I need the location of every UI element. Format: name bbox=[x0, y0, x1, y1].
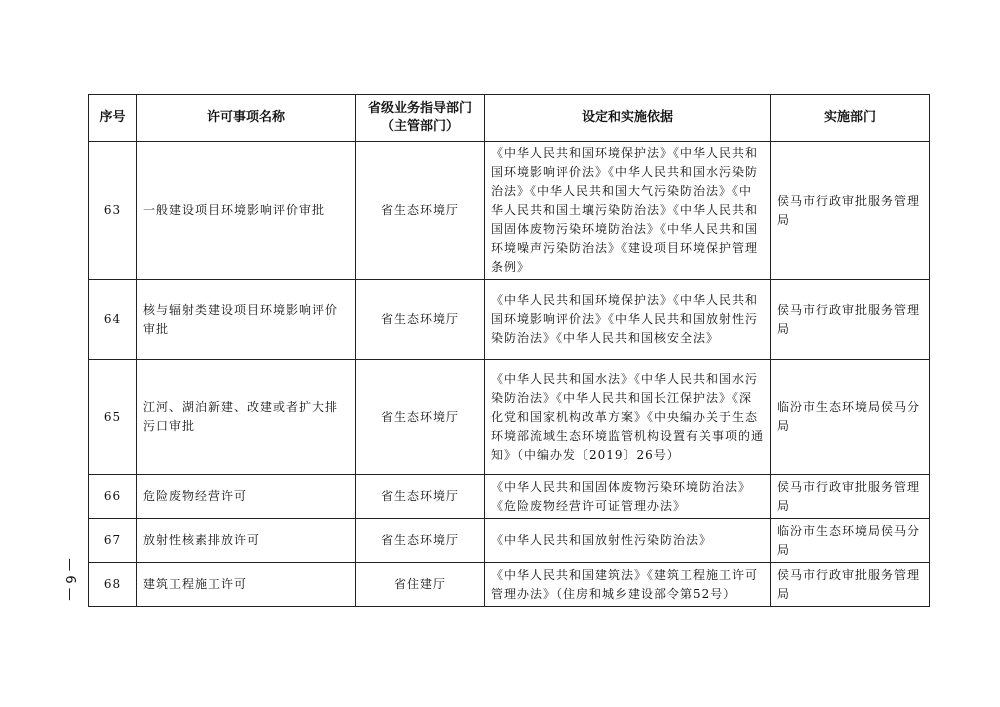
row-dept: 省生态环境厅 bbox=[356, 142, 485, 280]
row-name: 一般建设项目环境影响评价审批 bbox=[137, 142, 356, 280]
row-dept: 省住建厅 bbox=[356, 563, 485, 607]
header-impl: 实施部门 bbox=[771, 95, 930, 142]
row-dept: 省生态环境厅 bbox=[356, 360, 485, 475]
header-dept-line2: （主管部门） bbox=[380, 119, 459, 134]
row-impl: 侯马市行政审批服务管理局 bbox=[771, 142, 930, 280]
header-name: 许可事项名称 bbox=[137, 95, 356, 142]
row-basis: 《中华人民共和国环境保护法》《中华人民共和国环境影响评价法》《中华人民共和国放射性污染防治法》《中华人民共和国核安全法》 bbox=[485, 280, 771, 360]
table-row bbox=[89, 475, 930, 519]
row-basis: 《中华人民共和国环境保护法》《中华人民共和国环境影响评价法》《中华人民共和国水污染防治法》《中华人民共和国大气污染防治法》《中华人民共和国土壤污染防治法》《中华人民共和国固体废物污染环境防治法》《中华人民共和国环境噪声污染防治法》《建设项目环境保护管理条例》 bbox=[485, 142, 771, 280]
table-row bbox=[89, 563, 930, 607]
row-basis: 《中华人民共和国水法》《中华人民共和国水污染防治法》《中华人民共和国长江保护法》《深化党和国家机构改革方案》《中央编办关于生态环境部流域生态环境监管机构设置有关事项的通知》（中编办发〔2019〕26号） bbox=[485, 360, 771, 475]
row-name: 核与辐射类建设项目环境影响评价审批 bbox=[137, 280, 356, 360]
row-name: 建筑工程施工许可 bbox=[137, 563, 356, 607]
header-dept-line1: 省级业务指导部门 bbox=[367, 101, 472, 116]
header-no: 序号 bbox=[89, 95, 137, 142]
header-basis: 设定和实施依据 bbox=[485, 95, 771, 142]
row-dept: 省生态环境厅 bbox=[356, 519, 485, 563]
row-impl: 侯马市行政审批服务管理局 bbox=[771, 475, 930, 519]
row-basis: 《中华人民共和国建筑法》《建筑工程施工许可管理办法》（住房和城乡建设部令第52号） bbox=[485, 563, 771, 607]
page-number: — 6 — bbox=[61, 558, 77, 601]
header-row bbox=[89, 95, 930, 142]
row-impl: 侯马市行政审批服务管理局 bbox=[771, 563, 930, 607]
table-row bbox=[89, 519, 930, 563]
permit-table bbox=[88, 94, 930, 607]
row-name: 江河、湖泊新建、改建或者扩大排污口审批 bbox=[137, 360, 356, 475]
row-impl: 临汾市生态环境局侯马分局 bbox=[771, 519, 930, 563]
row-name: 放射性核素排放许可 bbox=[137, 519, 356, 563]
row-basis: 《中华人民共和国固体废物污染环境防治法》《危险废物经营许可证管理办法》 bbox=[485, 475, 771, 519]
header-dept bbox=[356, 95, 485, 142]
row-no: 64 bbox=[89, 280, 137, 360]
table-row bbox=[89, 360, 930, 475]
row-basis: 《中华人民共和国放射性污染防治法》 bbox=[485, 519, 771, 563]
row-name: 危险废物经营许可 bbox=[137, 475, 356, 519]
row-impl: 临汾市生态环境局侯马分局 bbox=[771, 360, 930, 475]
row-no: 66 bbox=[89, 475, 137, 519]
table-row bbox=[89, 280, 930, 360]
row-no: 63 bbox=[89, 142, 137, 280]
row-impl: 侯马市行政审批服务管理局 bbox=[771, 280, 930, 360]
row-dept: 省生态环境厅 bbox=[356, 475, 485, 519]
row-dept: 省生态环境厅 bbox=[356, 280, 485, 360]
row-no: 65 bbox=[89, 360, 137, 475]
table-row bbox=[89, 142, 930, 280]
row-no: 68 bbox=[89, 563, 137, 607]
row-no: 67 bbox=[89, 519, 137, 563]
